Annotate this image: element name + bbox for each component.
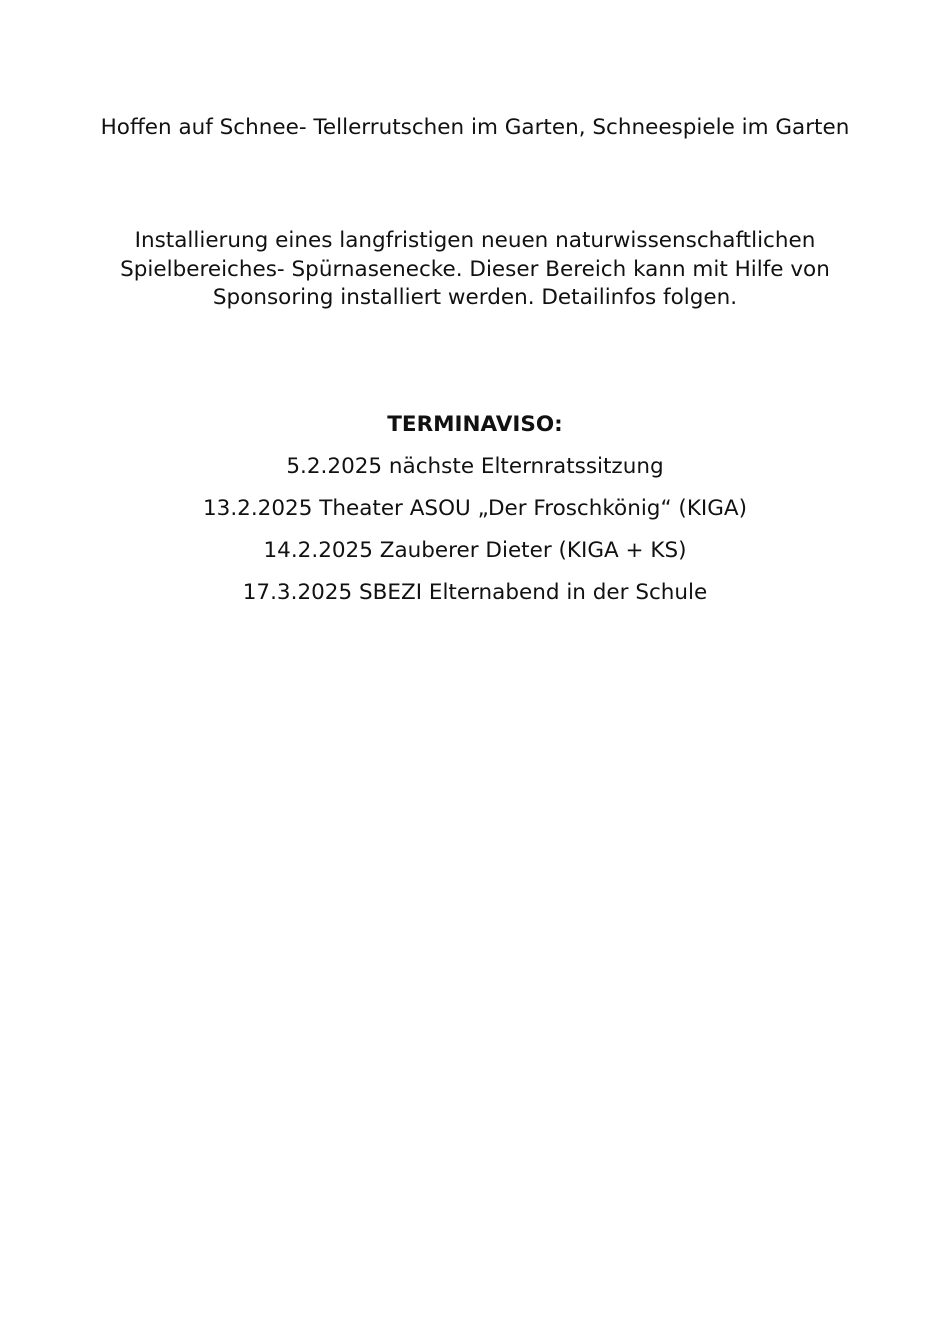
- event-item: 17.3.2025 SBEZI Elternabend in der Schule: [242, 580, 708, 605]
- event-item: 14.2.2025 Zauberer Dieter (KIGA + KS): [263, 538, 687, 563]
- event-list: [100, 453, 850, 621]
- event-item: 5.2.2025 nächste Elternratssitzung: [286, 454, 664, 479]
- event-item: 13.2.2025 Theater ASOU „Der Froschkönig“ (KIGA): [202, 496, 748, 521]
- terminaviso-heading: TERMINAVISO:: [387, 412, 563, 437]
- paragraph-snow-activities: Hoffen auf Schnee- Tellerrutschen im Garten, Schneespiele im Garten: [100, 115, 850, 140]
- paragraph-science-area: Installierung eines langfristigen neuen naturwissenschaftlichen Spielbereiches- Spürnasenecke. Dieser Bereich kann mit Hilfe von Sponsoring installiert werden. Detailinfos folgen.: [120, 228, 830, 310]
